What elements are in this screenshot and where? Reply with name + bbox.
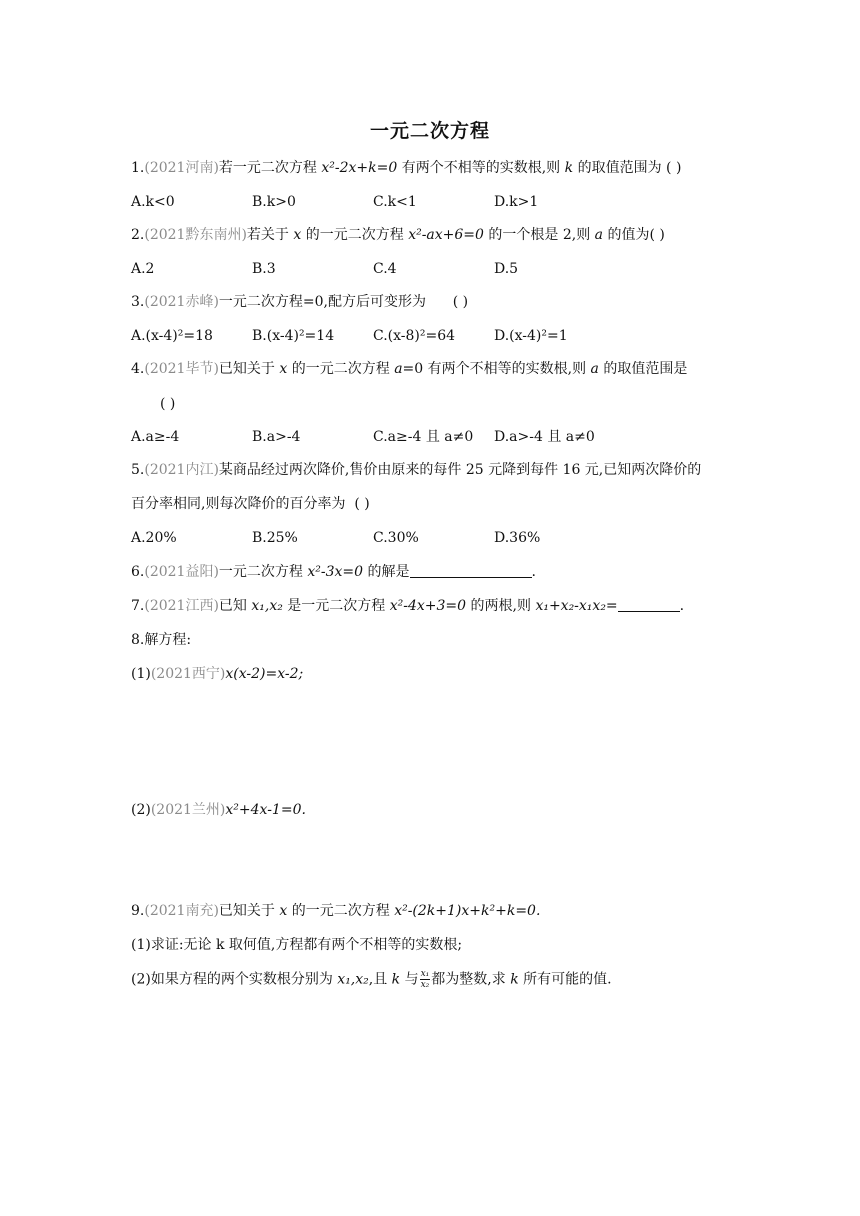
q5-source: (2021内江): [144, 462, 219, 478]
q2-option-b[interactable]: B.3: [252, 261, 276, 277]
q4-var: x: [279, 361, 288, 377]
q4-var3: a: [590, 361, 599, 377]
question-8-heading: 8.解方程:: [131, 632, 192, 648]
q3-option-c[interactable]: C.(x-8)²=64: [373, 328, 456, 344]
q2-text-4: 的值为: [607, 227, 650, 243]
q4-option-a[interactable]: A.a≥-4: [131, 429, 180, 445]
q2-equation: x²-ax+6=0: [408, 227, 484, 243]
q9-part2-text-d: 都为整数,求: [431, 971, 506, 988]
q9-part2-text-c: 与: [404, 971, 419, 988]
q5-paren: ( ): [354, 496, 370, 512]
q8-2-equation: x²+4x-1=0.: [225, 802, 306, 818]
q9-text-1: 已知关于: [218, 903, 275, 919]
q9-frac-denominator: x₂: [420, 980, 430, 990]
q2-paren: ( ): [649, 227, 665, 243]
q5-line-2: 百分率相同,则每次降价的百分率为: [131, 496, 346, 512]
q9-part2-text-a: (2)如果方程的两个实数根分别为: [131, 971, 333, 988]
q9-source: (2021南充): [144, 903, 219, 919]
q1-paren: ( ): [666, 160, 682, 176]
q4-source: (2021毕节): [144, 361, 219, 377]
q2-option-a[interactable]: A.2: [131, 261, 155, 277]
q4-text-2: 的一元二次方程: [291, 361, 390, 377]
q5-option-b[interactable]: B.25%: [252, 530, 298, 546]
q1-option-a[interactable]: A.k<0: [131, 194, 175, 210]
q1-source: (2021河南): [144, 160, 219, 176]
q2-var2: a: [594, 227, 604, 243]
q2-source: (2021黔东南州): [144, 227, 247, 243]
q6-equation: x²-3x=0: [307, 564, 364, 580]
q6-source: (2021益阳): [144, 564, 219, 580]
q1-text-2: 有两个不相等的实数根,则: [401, 160, 561, 176]
q4-var2: a: [394, 361, 403, 377]
q9-k-var2: k: [510, 971, 519, 988]
q7-source: (2021江西): [144, 598, 219, 614]
q1-number: 1.: [131, 160, 145, 176]
question-9-part-1: (1)求证:无论 k 取何值,方程都有两个不相等的实数根;: [131, 937, 463, 953]
question-2: [131, 225, 665, 245]
q3-number: 3.: [131, 294, 145, 310]
q4-option-b[interactable]: B.a>-4: [252, 429, 301, 445]
question-1: [131, 158, 681, 178]
q2-text-3: 的一个根是 2,则: [488, 227, 591, 243]
q8-1-number: (1): [131, 666, 151, 682]
question-8-1: [131, 664, 303, 684]
q9-k-var: k: [391, 971, 401, 988]
q6-text-1: 一元二次方程: [218, 564, 303, 580]
q6-end: .: [531, 564, 536, 580]
q3-source: (2021赤峰): [144, 294, 219, 310]
q7-vars: x₁,x₂: [251, 598, 283, 614]
q7-text-3: 的两根,则: [470, 598, 531, 614]
q9-roots: x₁,x₂: [337, 971, 369, 988]
q9-var: x: [279, 903, 288, 919]
question-5-cont: [131, 494, 370, 514]
q3-option-b[interactable]: B.(x-4)²=14: [252, 328, 335, 344]
q6-answer-blank[interactable]: [410, 563, 532, 578]
q8-1-source: (2021西宁): [150, 666, 226, 682]
question-3: [131, 292, 468, 312]
q2-text-2: 的一元二次方程: [305, 227, 404, 243]
q9-number: 9.: [131, 903, 145, 919]
q3-option-d[interactable]: D.(x-4)²=1: [494, 328, 568, 344]
q2-option-d[interactable]: D.5: [494, 261, 519, 277]
q6-text-2: 的解是: [367, 564, 410, 580]
q4-paren: ( ): [160, 396, 176, 412]
q9-part2-text-e: 所有可能的值.: [523, 971, 612, 988]
q5-option-c[interactable]: C.30%: [373, 530, 419, 546]
question-9-part-2: [131, 969, 612, 990]
q9-frac-numerator: x₁: [420, 969, 430, 979]
q1-var: k: [564, 160, 574, 176]
question-7: [131, 596, 684, 616]
q4-number: 4.: [131, 361, 145, 377]
q5-option-d[interactable]: D.36%: [494, 530, 541, 546]
question-4: [131, 359, 687, 379]
q2-text-1: 若关于: [246, 227, 289, 243]
question-8-2: [131, 800, 306, 820]
q6-number: 6.: [131, 564, 145, 580]
q2-var: x: [293, 227, 302, 243]
question-5: [131, 460, 701, 480]
q7-answer-blank[interactable]: [618, 597, 680, 612]
q2-option-c[interactable]: C.4: [373, 261, 397, 277]
q1-text-1: 若一元二次方程: [218, 160, 317, 176]
q7-number: 7.: [131, 598, 145, 614]
question-9: [131, 901, 540, 921]
q9-equation: x²-(2k+1)x+k²+k=0.: [394, 903, 541, 919]
q8-1-equation: x(x-2)=x-2;: [225, 666, 304, 682]
q9-fraction: [420, 969, 431, 990]
q5-option-a[interactable]: A.20%: [131, 530, 177, 546]
q5-number: 5.: [131, 462, 145, 478]
q3-option-a[interactable]: A.(x-4)²=18: [131, 328, 213, 344]
q7-equation: x²-4x+3=0: [389, 598, 467, 614]
q4-option-c[interactable]: C.a≥-4 且 a≠0: [373, 429, 474, 445]
q8-2-source: (2021兰州): [150, 802, 226, 818]
q5-line-1: 某商品经过两次降价,售价由原来的每件 25 元降到每件 16 元,已知两次降价的: [218, 462, 702, 478]
q4-option-d[interactable]: D.a>-4 且 a≠0: [494, 429, 595, 445]
q1-option-b[interactable]: B.k>0: [252, 194, 296, 210]
q9-part2-text-b: ,且: [368, 971, 388, 988]
q1-text-3: 的取值范围为: [577, 160, 662, 176]
q1-equation: x²-2x+k=0: [321, 160, 398, 176]
q1-option-c[interactable]: C.k<1: [373, 194, 417, 210]
q2-number: 2.: [131, 227, 145, 243]
q7-end: .: [679, 598, 685, 614]
q3-text: 一元二次方程=0,配方后可变形为: [218, 294, 427, 310]
q7-text-1: 已知: [218, 598, 247, 614]
question-6: [131, 562, 536, 582]
q4-text-1: 已知关于: [218, 361, 275, 377]
q4-text-4: 的取值范围是: [603, 361, 688, 377]
q3-paren: ( ): [452, 294, 469, 310]
q4-text-3: =0 有两个不相等的实数根,则: [402, 361, 587, 377]
q9-text-2: 的一元二次方程: [291, 903, 390, 919]
q7-expression: x₁+x₂-x₁x₂=: [535, 598, 618, 614]
q1-option-d[interactable]: D.k>1: [494, 194, 539, 210]
q7-text-2: 是一元二次方程: [287, 598, 386, 614]
q8-2-number: (2): [131, 802, 151, 818]
page-title: 一元二次方程: [369, 120, 490, 142]
